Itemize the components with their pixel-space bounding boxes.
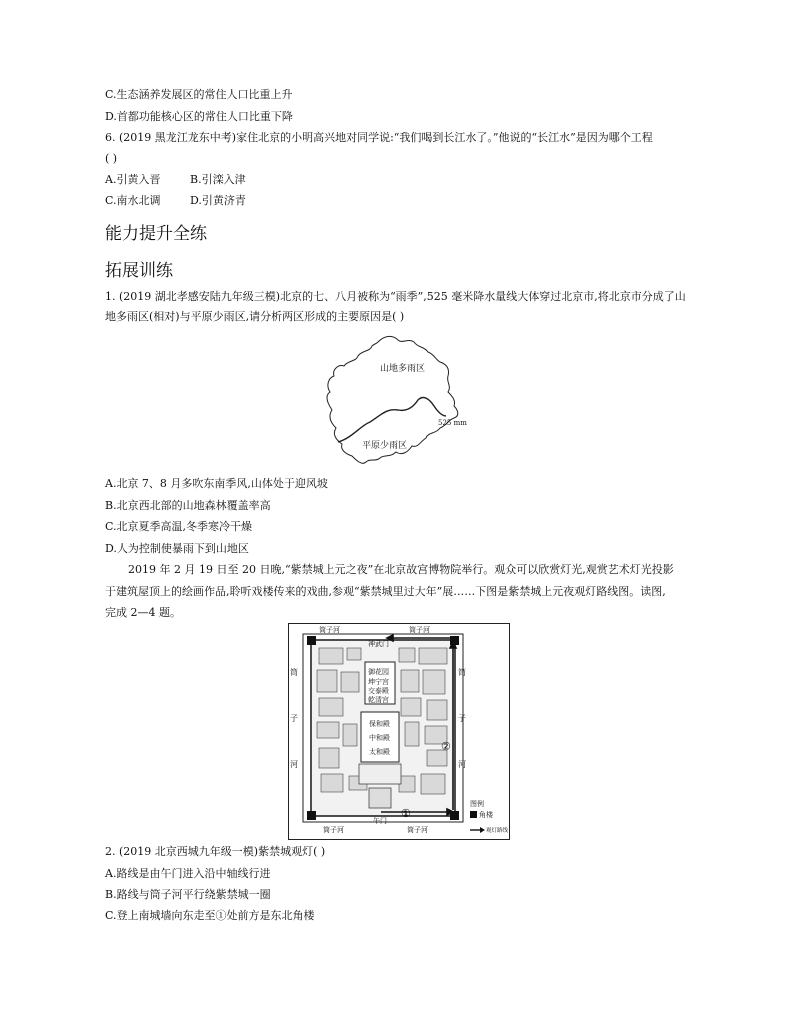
passage-line2: 于建筑屋顶上的绘画作品,聆听戏楼传来的戏曲,参观“紫禁城里过大年”展……下图是紫禁城上元夜观灯路线图。读图, [105,585,666,598]
legend-title: 图例 [470,800,484,808]
moat-left-2: 子 [290,714,298,723]
map-label-plain: 平原少雨区 [362,441,408,451]
q1-option-d: D.人为控制使暴雨下到山地区 [105,542,249,555]
q1-option-c: C.北京夏季高温,冬季寒冷干燥 [105,520,253,533]
map-label-mountain: 山地多雨区 [380,364,426,374]
palace-outer-3: 太和殿 [369,748,390,756]
palace-inner-3: 交泰殿 [368,687,389,695]
moat-right-1: 筒 [458,668,466,677]
q6-option-d: D.引黄济青 [190,194,246,207]
legend-tower-label: 角楼 [479,811,493,819]
map-label-isoline: 525 mm [438,419,467,427]
gate-north: 神武门 [368,640,389,648]
moat-bottom-right: 筒子河 [407,826,428,834]
q6-stem: 6. (2019 黑龙江龙东中考)家住北京的小明高兴地对同学说:“我们喝到长江水了。”他说的“长江水”是因为哪个工程 [105,131,653,144]
passage-line3: 完成 2—4 题。 [105,606,181,619]
gate-south: 午门 [373,817,387,825]
palace-inner-4: 乾清宫 [368,696,389,704]
q1-option-a: A.北京 7、8 月多吹东南季风,山体处于迎风坡 [105,477,328,490]
q6-option-a: A.引黄入晋 [105,173,161,186]
palace-outer-2: 中和殿 [369,734,390,742]
q2-stem: 2. (2019 北京西城九年级一模)紫禁城观灯( ) [105,845,326,858]
q1-stem-line2: 地多雨区(相对)与平原少雨区,请分析两区形成的主要原因是( ) [105,310,405,323]
q1-stem-line1: 1. (2019 湖北孝感安陆九年级三模)北京的七、八月被称为“雨季”,525 毫米降水量线大体穿过北京市,将北京市分成了山 [105,290,686,303]
beijing-rainfall-map [318,330,478,470]
section-heading-extension: 拓展训练 [105,261,173,281]
palace-inner-1: 御花园 [368,668,389,676]
moat-top-right: 筒子河 [409,626,430,634]
q2-option-c: C.登上南城墙向东走至①处前方是东北角楼 [105,909,315,922]
moat-bottom-left: 筒子河 [323,826,344,834]
isoline-525 [338,398,446,442]
palace-outer-1: 保和殿 [369,720,390,728]
q6-option-c: C.南水北调 [105,194,161,207]
q1-option-b: B.北京西北部的山地森林覆盖率高 [105,499,271,512]
legend-tower-swatch [470,811,477,818]
forbidden-city-route-map [288,623,510,840]
q5-option-c: C.生态涵养发展区的常住人口比重上升 [105,88,293,101]
moat-left-3: 河 [290,760,298,769]
q6-option-b: B.引滦入津 [190,173,246,186]
q6-blank: ( ) [105,152,118,165]
q2-option-a: A.路线是由午门进入沿中轴线行进 [105,867,271,880]
section-heading-ability: 能力提升全练 [105,224,207,244]
moat-top-left: 筒子河 [319,626,340,634]
moat-right-2: 子 [458,714,466,723]
q5-option-d: D.首都功能核心区的常住人口比重下降 [105,110,293,123]
moat-right-3: 河 [458,760,466,769]
route-marker-2: ② [441,740,451,753]
palace-inner-2: 坤宁宫 [368,678,389,686]
moat-left-1: 筒 [290,668,298,677]
route-marker-1: ① [401,807,411,820]
legend-route-label: 观灯路线 [486,828,509,834]
q2-option-b: B.路线与筒子河平行绕紫禁城一圈 [105,888,271,901]
passage-line1: 2019 年 2 月 19 日至 20 日晚,“紫禁城上元之夜”在北京故宫博物院举行。观众可以欣赏灯光,观赏艺术灯光投影 [128,563,674,576]
palace-plan-drawing [289,624,509,839]
